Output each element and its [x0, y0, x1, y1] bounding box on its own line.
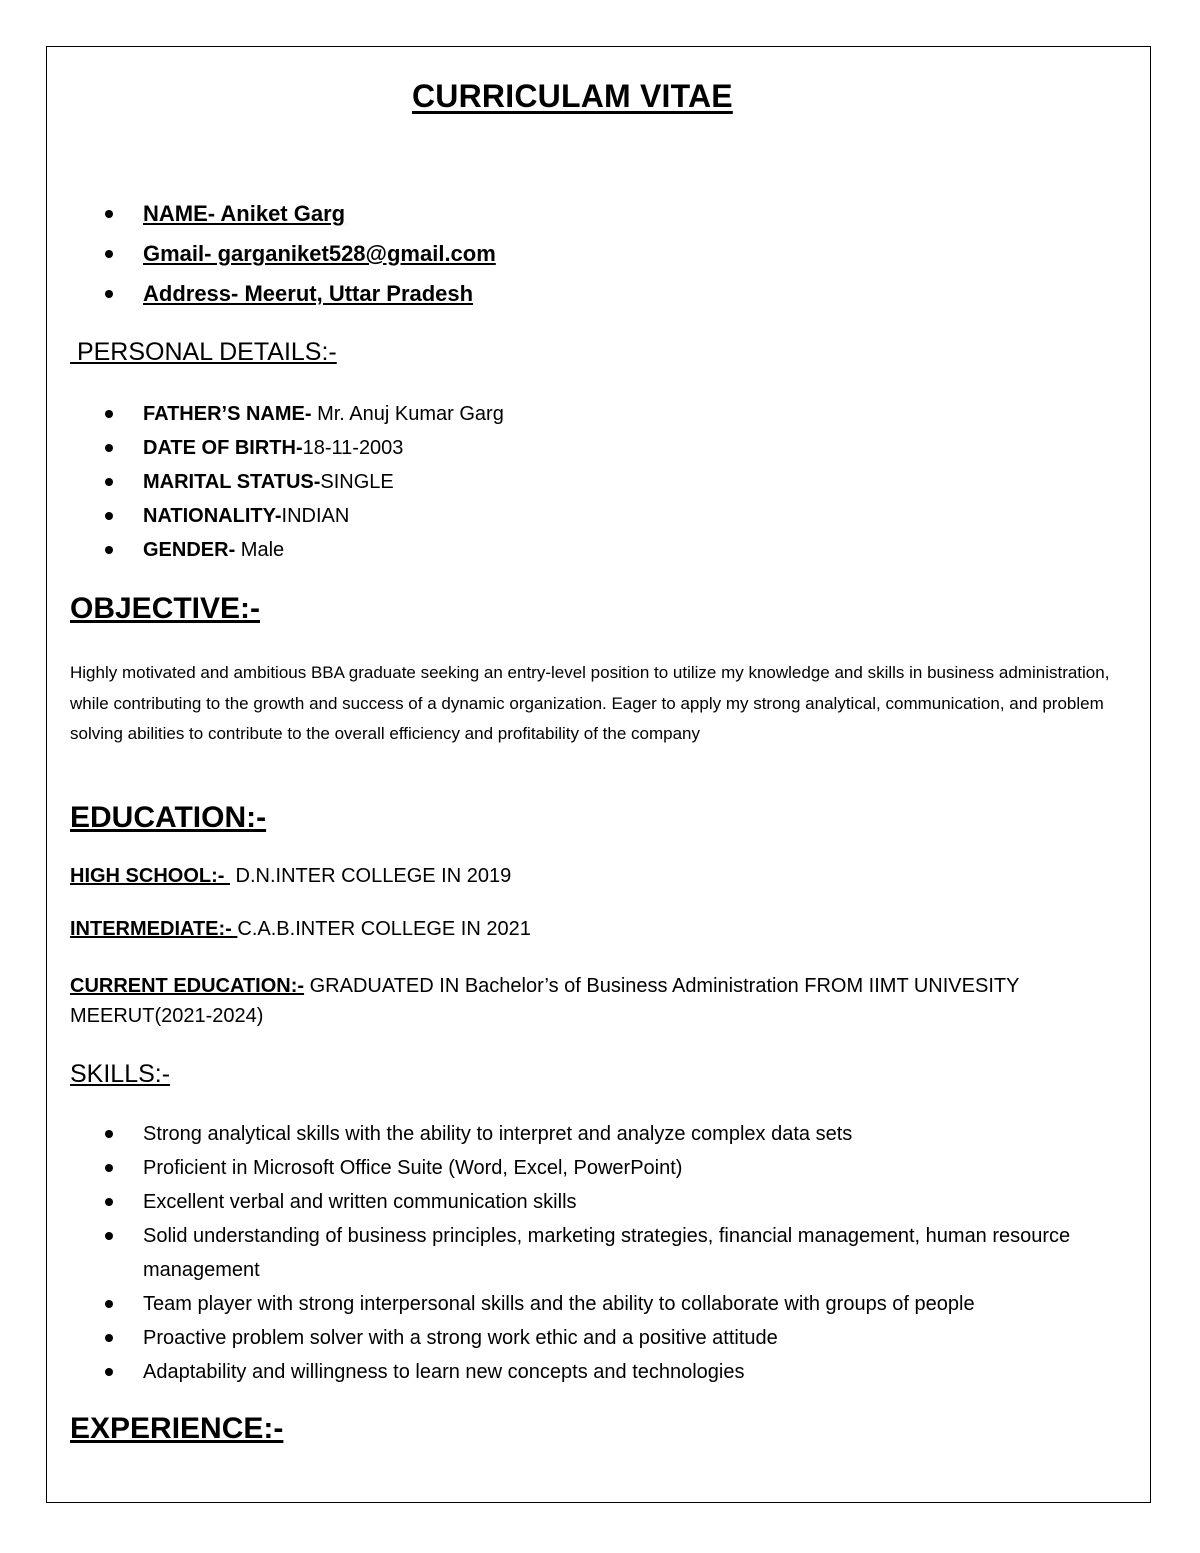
skills-list [105, 1117, 1073, 1389]
bullet-icon [105, 1334, 113, 1342]
education-high-school: HIGH SCHOOL:- D.N.INTER COLLEGE IN 2019 [70, 865, 512, 887]
personal-marital-status: MARITAL STATUS-SINGLE [105, 465, 504, 499]
bullet-icon [105, 290, 113, 298]
bullet-icon [105, 250, 113, 258]
education-intermediate: INTERMEDIATE:- C.A.B.INTER COLLEGE IN 2021 [70, 918, 531, 940]
skill-item: Adaptability and willingness to learn new concepts and technologies [105, 1355, 1073, 1389]
skill-item: Solid understanding of business principles, marketing strategies, financial management, human resource management [105, 1219, 1073, 1287]
skill-item: Proficient in Microsoft Office Suite (Word, Excel, PowerPoint) [105, 1151, 1073, 1185]
contact-email: Gmail- garganiket528@gmail.com [105, 234, 496, 274]
bullet-icon [105, 1198, 113, 1206]
document-title: CURRICULAM VITAE [412, 78, 733, 114]
skill-item: Proactive problem solver with a strong work ethic and a positive attitude [105, 1321, 1073, 1355]
bullet-icon [105, 210, 113, 218]
personal-details-heading: PERSONAL DETAILS:- [70, 338, 337, 366]
contact-name: NAME- Aniket Garg [105, 194, 496, 234]
skill-item: Strong analytical skills with the ability to interpret and analyze complex data sets [105, 1117, 1073, 1151]
personal-gender: GENDER- Male [105, 533, 504, 567]
personal-dob: DATE OF BIRTH-18-11-2003 [105, 431, 504, 465]
education-current: CURRENT EDUCATION:- GRADUATED IN Bachelor’s of Business Administration FROM IIMT UNIVESITY MEERUT(2021-2024) [70, 975, 1025, 1027]
contact-list [105, 194, 496, 314]
bullet-icon [105, 546, 113, 554]
bullet-icon [105, 1368, 113, 1376]
education-heading: EDUCATION:- [70, 801, 267, 834]
skill-item: Team player with strong interpersonal skills and the ability to collaborate with groups of people [105, 1287, 1073, 1321]
personal-details-list [105, 397, 504, 567]
objective-heading: OBJECTIVE:- [70, 592, 261, 625]
bullet-icon [105, 444, 113, 452]
objective-text: Highly motivated and ambitious BBA graduate seeking an entry-level position to utilize my knowledge and skills in business administration, while contributing to the growth and success of a dynamic organization. Eager to apply my strong analytical, communication, and problem solving abilities to contribute to the overall efficiency and profitability of the company [70, 663, 1110, 743]
bullet-icon [105, 1300, 113, 1308]
personal-father-name: FATHER’S NAME- Mr. Anuj Kumar Garg [105, 397, 504, 431]
contact-address: Address- Meerut, Uttar Pradesh [105, 274, 496, 314]
skill-item: Excellent verbal and written communication skills [105, 1185, 1073, 1219]
skills-heading: SKILLS:- [70, 1060, 171, 1088]
bullet-icon [105, 478, 113, 486]
bullet-icon [105, 1232, 113, 1240]
bullet-icon [105, 512, 113, 520]
experience-heading: EXPERIENCE:- [70, 1412, 284, 1445]
personal-nationality: NATIONALITY-INDIAN [105, 499, 504, 533]
bullet-icon [105, 410, 113, 418]
bullet-icon [105, 1130, 113, 1138]
bullet-icon [105, 1164, 113, 1172]
